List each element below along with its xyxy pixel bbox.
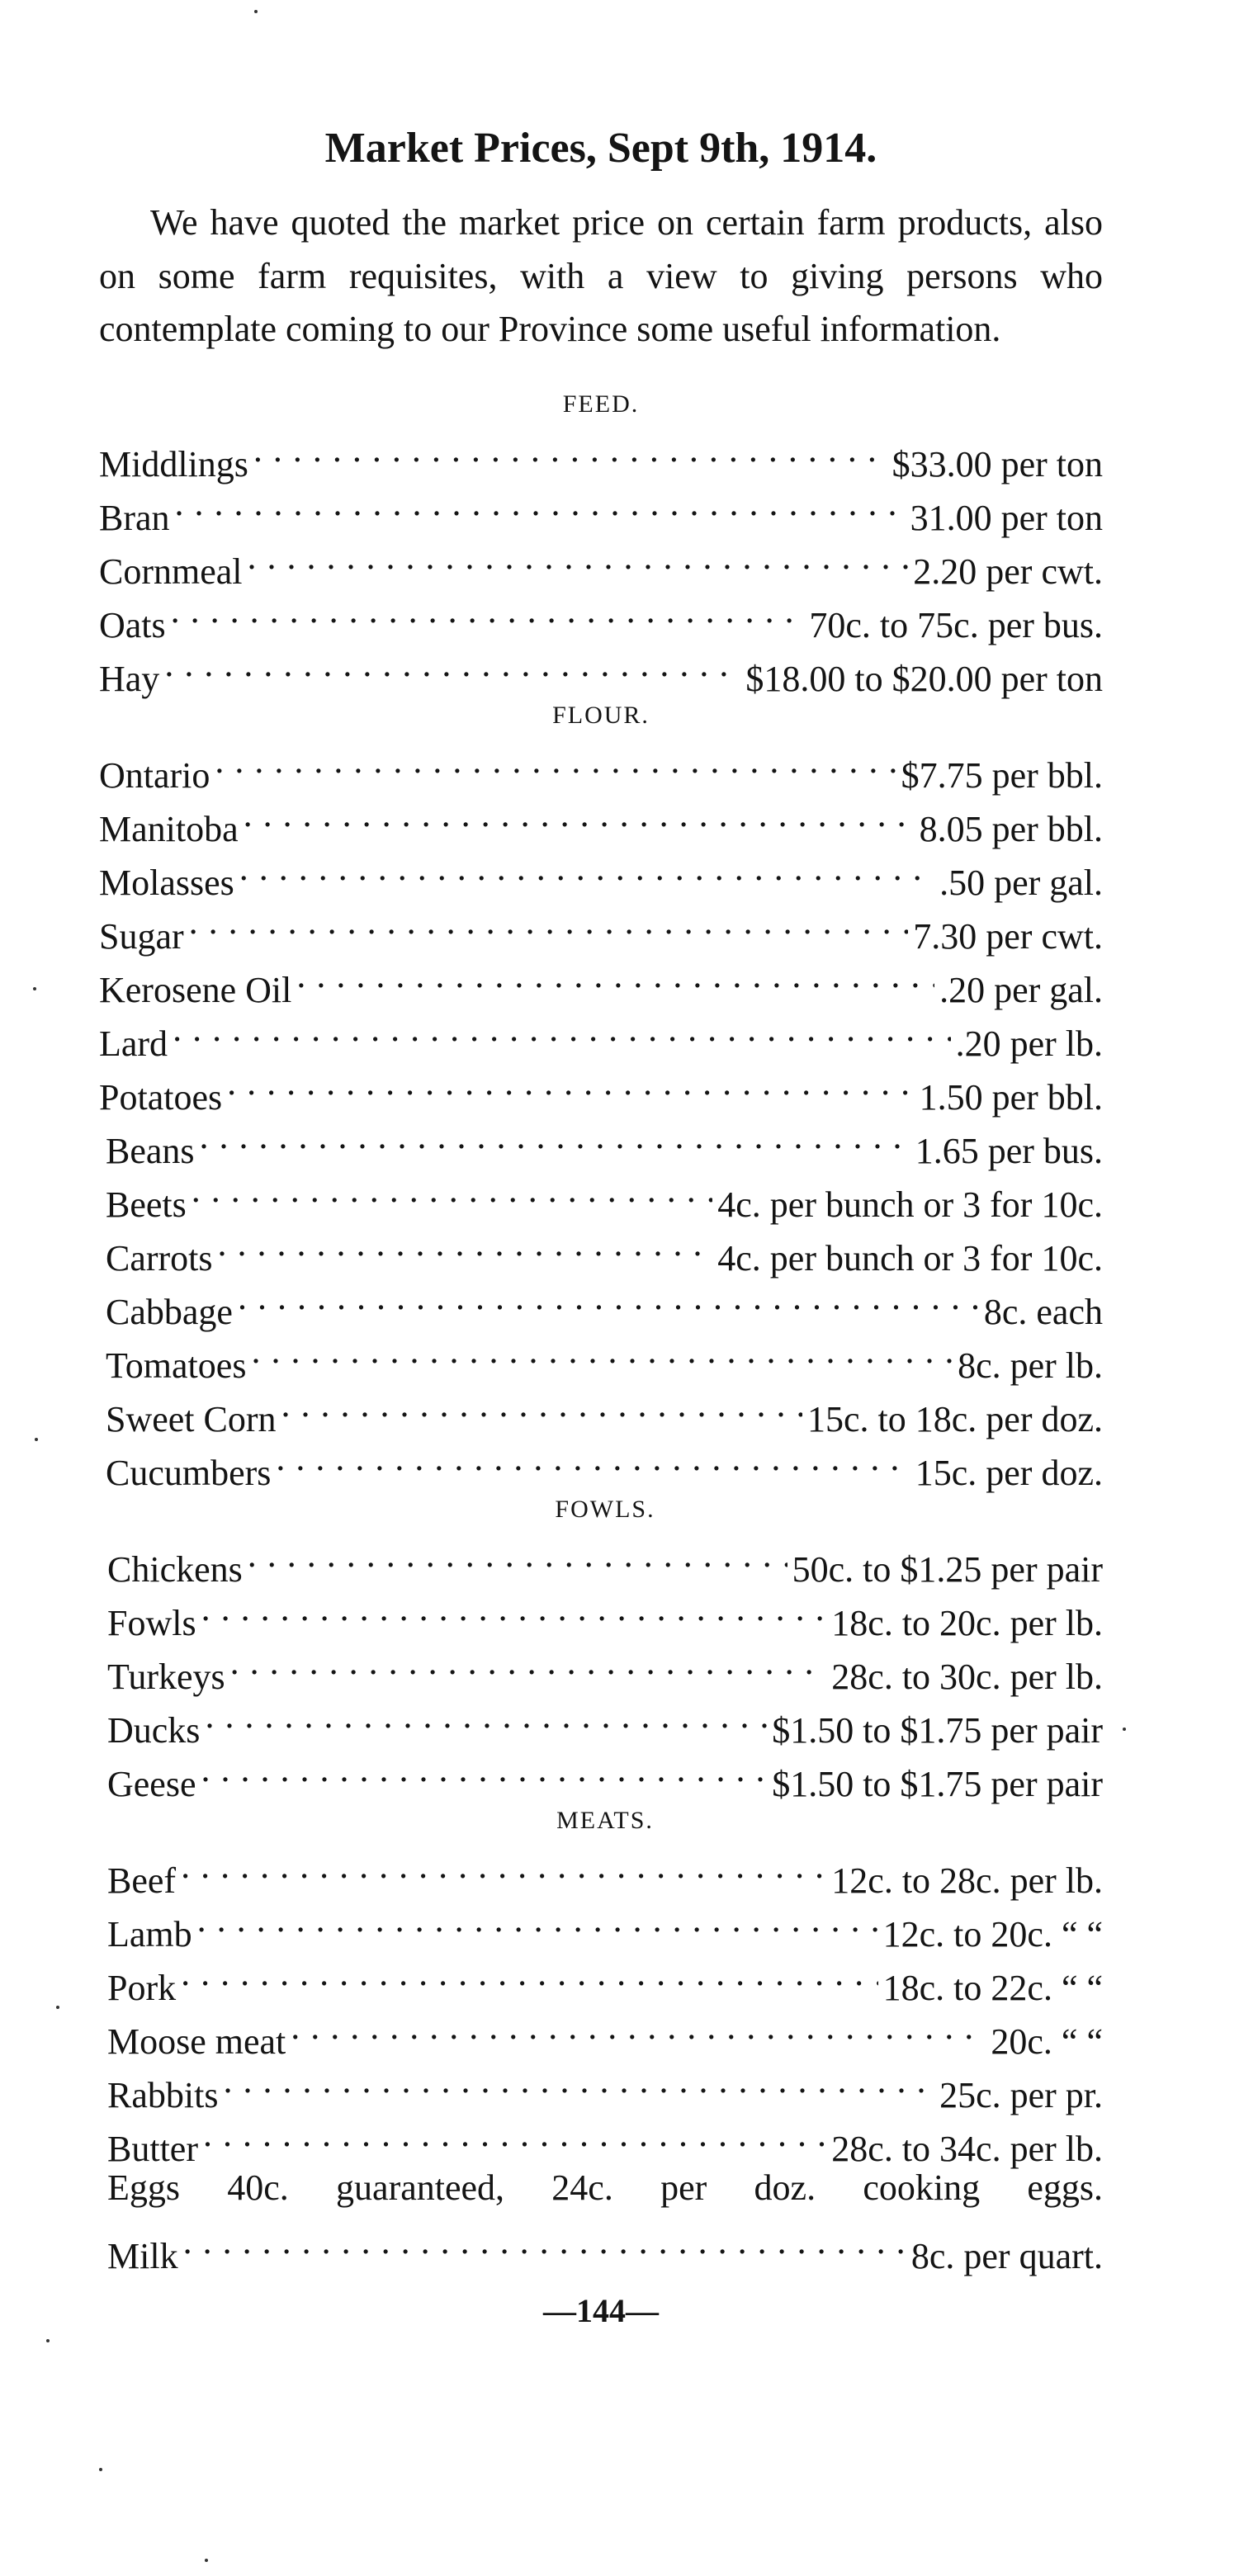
item-price: 4c. per bunch or 3 for 10c. bbox=[717, 1184, 1103, 1225]
dot-leader bbox=[238, 1270, 979, 1324]
print-speck bbox=[35, 1438, 38, 1441]
item-name: Cabbage bbox=[106, 1291, 233, 1332]
dot-leader bbox=[197, 1893, 878, 1946]
item-price: 28c. to 30c. per lb. bbox=[831, 1656, 1103, 1697]
price-row bbox=[99, 423, 1103, 484]
item-price: 4c. per bunch or 3 for 10c. bbox=[717, 1237, 1103, 1279]
item-price: 2.20 per cwt. bbox=[913, 551, 1103, 592]
item-price: $33.00 per ton bbox=[891, 443, 1103, 484]
item-price: 70c. to 75c. per bus. bbox=[809, 604, 1103, 645]
dot-leader bbox=[230, 1635, 827, 1689]
document-page bbox=[99, 116, 1103, 2336]
item-name: Chickens bbox=[107, 1548, 243, 1590]
item-name: Cucumbers bbox=[106, 1452, 272, 1493]
dot-leader bbox=[171, 584, 805, 637]
item-name: Cornmeal bbox=[99, 551, 243, 592]
dot-leader bbox=[244, 787, 915, 841]
item-price: 12c. to 28c. per lb. bbox=[831, 1860, 1103, 1901]
dot-leader bbox=[291, 2000, 986, 2054]
page-title: Market Prices, Sept 9th, 1914. bbox=[324, 125, 877, 172]
item-price: 50c. to $1.25 per pair bbox=[792, 1548, 1103, 1590]
item-price: 18c. to 20c. per lb. bbox=[831, 1602, 1103, 1643]
item-name: Beets bbox=[106, 1184, 187, 1225]
dot-leader bbox=[281, 1378, 802, 1431]
item-price: .20 per lb. bbox=[955, 1023, 1103, 1064]
dot-leader bbox=[192, 1163, 713, 1217]
print-speck bbox=[254, 10, 258, 13]
item-name: Middlings bbox=[99, 443, 248, 484]
dot-leader bbox=[175, 476, 906, 530]
item-price: .50 per gal. bbox=[939, 862, 1103, 903]
dot-leader bbox=[296, 948, 934, 1002]
print-speck bbox=[33, 987, 36, 990]
item-name: Ontario bbox=[99, 754, 210, 796]
item-name: Sugar bbox=[99, 915, 184, 957]
item-price: $7.75 per bbl. bbox=[901, 754, 1103, 796]
dot-leader bbox=[253, 423, 887, 476]
item-price: $1.50 to $1.75 per pair bbox=[772, 1763, 1103, 1804]
item-name: Oats bbox=[99, 604, 166, 645]
item-price: 8c. per quart. bbox=[910, 2235, 1103, 2276]
section-flour bbox=[99, 697, 1103, 1493]
item-price: 25c. per pr. bbox=[939, 2074, 1103, 2115]
print-speck bbox=[99, 2468, 102, 2471]
section-meats bbox=[99, 1803, 1103, 2276]
section-heading-feed: FEED. bbox=[562, 390, 640, 418]
eggs-line: Eggs 40c. guaranteed, 24c. per doz. cooking eggs. bbox=[107, 2167, 1103, 2208]
dot-leader bbox=[201, 1742, 768, 1796]
item-name: Beef bbox=[107, 1860, 177, 1901]
dot-leader bbox=[251, 1324, 953, 1378]
item-price: 15c. per doz. bbox=[915, 1452, 1103, 1493]
item-price: 20c. “ “ bbox=[991, 2021, 1103, 2062]
dot-leader bbox=[164, 637, 740, 691]
item-name: Bran bbox=[99, 497, 170, 538]
item-name: Sweet Corn bbox=[106, 1398, 277, 1439]
price-row bbox=[107, 2054, 1103, 2115]
price-row bbox=[107, 2000, 1103, 2062]
dot-leader bbox=[248, 1528, 787, 1581]
item-name: Ducks bbox=[107, 1709, 201, 1751]
dot-leader bbox=[173, 1002, 951, 1056]
item-name: Fowls bbox=[107, 1602, 196, 1643]
dot-leader bbox=[183, 2214, 906, 2268]
dot-leader bbox=[201, 1581, 827, 1635]
dot-leader bbox=[181, 1839, 826, 1893]
item-name: Moose meat bbox=[107, 2021, 286, 2062]
item-name: Lamb bbox=[107, 1913, 192, 1954]
dot-leader bbox=[276, 1431, 910, 1485]
item-name: Tomatoes bbox=[106, 1345, 247, 1386]
dot-leader bbox=[203, 2107, 826, 2161]
price-row bbox=[107, 1839, 1103, 1901]
item-price: 8c. each bbox=[983, 1291, 1103, 1332]
item-price: 1.65 per bus. bbox=[915, 1130, 1103, 1171]
dot-leader bbox=[181, 1946, 878, 2000]
intro-paragraph: We have quoted the market price on certain farm products, also on some farm requisites, with a view to giving persons who contemplate coming to our Province some useful information. bbox=[99, 202, 1103, 349]
item-price: 31.00 per ton bbox=[910, 497, 1103, 538]
item-name: Carrots bbox=[106, 1237, 213, 1279]
dot-leader bbox=[227, 1056, 914, 1109]
item-name: Molasses bbox=[99, 862, 234, 903]
eggs-row bbox=[107, 2161, 1103, 2214]
price-row bbox=[99, 1270, 1103, 1332]
item-price: 12c. to 20c. “ “ bbox=[882, 1913, 1103, 1954]
item-name: Manitoba bbox=[99, 808, 239, 849]
item-price: 1.50 per bbl. bbox=[919, 1076, 1103, 1118]
page-number: —144— bbox=[543, 2291, 659, 2329]
item-price: 8c. per lb. bbox=[958, 1345, 1103, 1386]
print-speck bbox=[46, 2339, 50, 2342]
item-price: 8.05 per bbl. bbox=[919, 808, 1103, 849]
price-row bbox=[99, 1378, 1103, 1439]
item-name: Geese bbox=[107, 1763, 196, 1804]
dot-leader bbox=[239, 841, 934, 895]
item-name: Kerosene Oil bbox=[99, 969, 292, 1010]
section-heading-flour: FLOUR. bbox=[552, 701, 650, 729]
item-name: Butter bbox=[107, 2128, 198, 2169]
item-name: Pork bbox=[107, 1967, 177, 2008]
print-speck bbox=[205, 2559, 208, 2562]
dot-leader bbox=[205, 1689, 767, 1742]
dot-leader bbox=[215, 734, 896, 787]
item-name: Turkeys bbox=[107, 1656, 225, 1697]
item-name: Potatoes bbox=[99, 1076, 223, 1118]
print-speck bbox=[56, 2006, 59, 2009]
price-row bbox=[107, 1528, 1103, 1590]
item-name: Milk bbox=[107, 2235, 178, 2276]
section-fowls bbox=[99, 1491, 1103, 1804]
dot-leader bbox=[218, 1217, 713, 1270]
item-price: 28c. to 34c. per lb. bbox=[831, 2128, 1103, 2169]
title-wrap bbox=[99, 116, 1103, 182]
price-row bbox=[107, 2214, 1103, 2276]
price-row bbox=[99, 1324, 1103, 1386]
section-feed bbox=[99, 386, 1103, 699]
price-row bbox=[99, 1056, 1103, 1118]
dot-leader bbox=[189, 895, 909, 948]
print-speck bbox=[1123, 1728, 1126, 1731]
item-name: Lard bbox=[99, 1023, 168, 1064]
price-row bbox=[99, 734, 1103, 796]
item-name: Beans bbox=[106, 1130, 195, 1171]
item-price: .20 per gal. bbox=[939, 969, 1103, 1010]
item-price: 15c. to 18c. per doz. bbox=[807, 1398, 1103, 1439]
section-heading-meats: MEATS. bbox=[556, 1806, 654, 1834]
item-price: $18.00 to $20.00 per ton bbox=[745, 658, 1103, 699]
dot-leader bbox=[200, 1109, 910, 1163]
item-price: 18c. to 22c. “ “ bbox=[882, 1967, 1103, 2008]
item-price: 7.30 per cwt. bbox=[913, 915, 1103, 957]
section-heading-fowls: FOWLS. bbox=[555, 1495, 655, 1523]
item-name: Rabbits bbox=[107, 2074, 219, 2115]
dot-leader bbox=[223, 2054, 934, 2107]
item-name: Hay bbox=[99, 658, 160, 699]
item-price: $1.50 to $1.75 per pair bbox=[772, 1709, 1103, 1751]
dot-leader bbox=[248, 530, 909, 584]
